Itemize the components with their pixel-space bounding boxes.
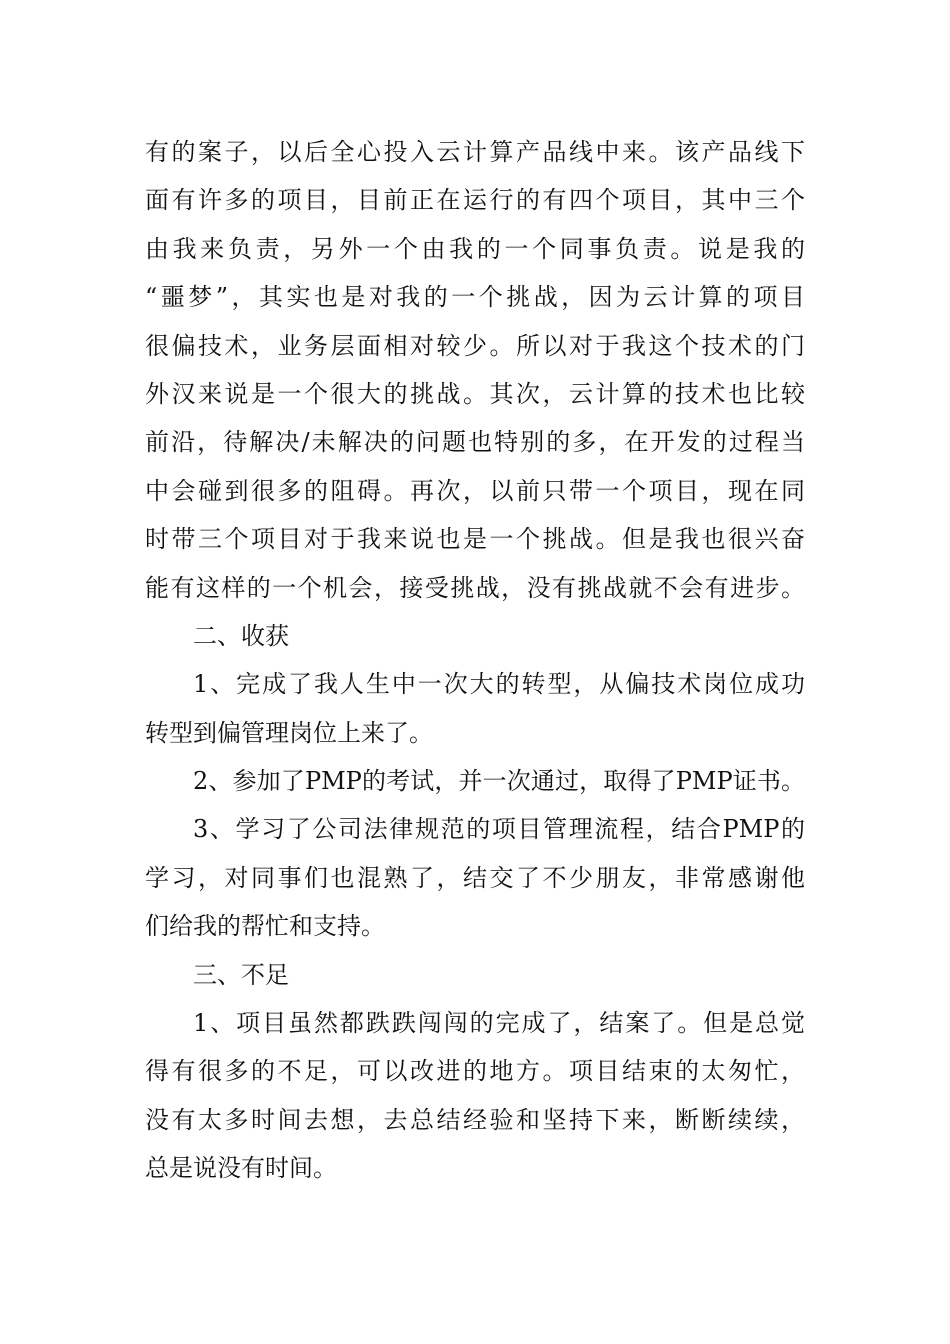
text-line: 时带三个项目对于我来说也是一个挑战。但是我也很兴奋 <box>145 525 805 554</box>
text-line: 前沿，待解决/未解决的问题也特别的多，在开发的过程当 <box>145 428 805 457</box>
text-line: 们给我的帮忙和支持。 <box>145 912 385 941</box>
section-heading: 三、不足 <box>193 960 289 989</box>
text-line: 没有太多时间去想，去总结经验和坚持下来，断断续续， <box>145 1105 805 1134</box>
text-line: 转型到偏管理岗位上来了。 <box>145 718 433 747</box>
list-item: 1、项目虽然都跌跌闯闯的完成了，结案了。但是总觉 <box>193 1009 805 1038</box>
text-line: 学习，对同事们也混熟了，结交了不少朋友，非常感谢他 <box>145 863 805 892</box>
list-item: 1、完成了我人生中一次大的转型，从偏技术岗位成功 <box>193 670 805 699</box>
list-item: 3、学习了公司法律规范的项目管理流程，结合PMP的 <box>193 815 805 844</box>
text-line: “噩梦”，其实也是对我的一个挑战，因为云计算的项目 <box>145 283 805 312</box>
section-heading: 二、收获 <box>193 621 289 650</box>
text-line: 外汉来说是一个很大的挑战。其次，云计算的技术也比较 <box>145 379 805 408</box>
text-line: 有的案子，以后全心投入云计算产品线中来。该产品线下 <box>145 138 805 166</box>
document-body <box>145 128 805 1193</box>
text-line: 总是说没有时间。 <box>145 1154 337 1183</box>
text-line: 能有这样的一个机会，接受挑战，没有挑战就不会有进步。 <box>145 573 805 602</box>
text-line: 中会碰到很多的阻碍。再次，以前只带一个项目，现在同 <box>145 476 805 505</box>
text-line: 面有许多的项目，目前正在运行的有四个项目，其中三个 <box>145 186 805 215</box>
text-line: 得有很多的不足，可以改进的地方。项目结束的太匆忙， <box>145 1057 805 1086</box>
text-line: 很偏技术，业务层面相对较少。所以对于我这个技术的门 <box>145 331 805 360</box>
text-line: 由我来负责，另外一个由我的一个同事负责。说是我的 <box>145 234 805 263</box>
list-item: 2、参加了PMP的考试，并一次通过，取得了PMP证书。 <box>193 767 805 796</box>
